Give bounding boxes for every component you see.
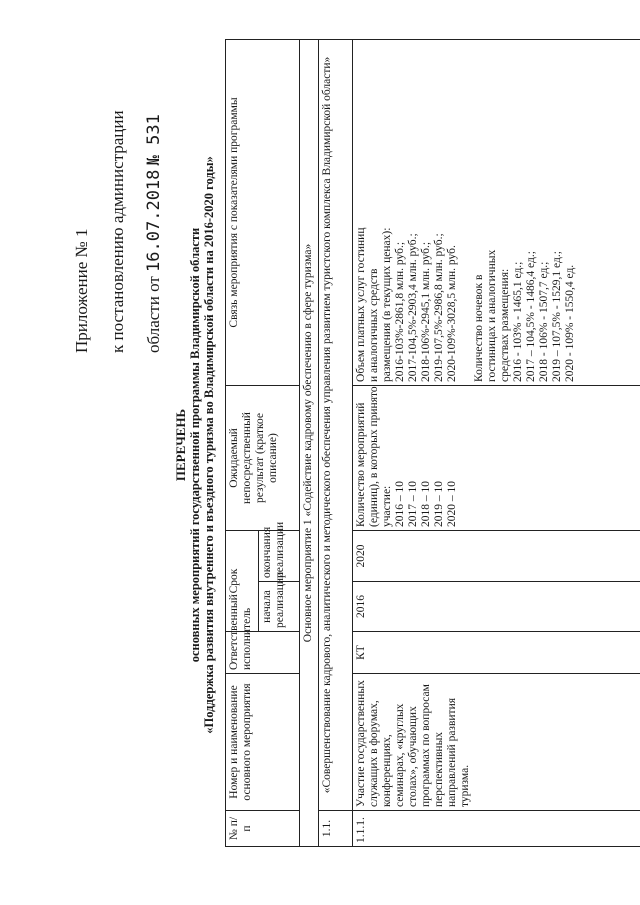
link-line: 2019 – 107,5% - 1529,1 ед.;: [551, 251, 563, 382]
result-line: Количество мероприятий: [355, 402, 367, 527]
header-end: окончания реализации: [259, 530, 300, 581]
result-line: 2016 – 10: [394, 480, 406, 527]
row-number: 1.1.1.: [353, 811, 640, 847]
row-link: [353, 39, 640, 385]
link-line: средствах размещения:: [499, 268, 511, 382]
row-responsible: КТ: [353, 632, 640, 674]
task-text: «Совершенствование кадрового, аналитического и методического обеспечения управления развитием туристского комплекса Владимирской области»: [319, 39, 353, 810]
main-activity-row: Основное мероприятие 1 «Содействие кадровому обеспечению в сфере туризма»: [300, 39, 319, 846]
link-line: размещения (в текущих ценах):: [381, 227, 393, 382]
link-line: 2017-104,5%-2903,4 млн. руб.;: [407, 233, 419, 382]
result-line: 2019 – 10: [433, 480, 445, 527]
result-line: (единиц), в которых принято: [368, 386, 380, 527]
annex-line3: [136, 23, 172, 353]
annex-line3-prefix: области от: [144, 276, 163, 353]
heading-title: ПЕРЕЧЕНЬ: [173, 408, 188, 482]
annex-line2: к постановлению администрации: [108, 110, 127, 353]
heading-line2: основных мероприятий государственной программы Владимирской области: [188, 227, 202, 663]
document-heading: [174, 45, 216, 845]
task-number: 1.1.: [319, 811, 353, 847]
row-start: 2016: [353, 582, 640, 632]
header-term: Срок: [226, 530, 259, 631]
annex-header: [64, 23, 172, 353]
link-line: 2020 - 109% - 1550,4 ед.: [564, 264, 576, 382]
link-line: 2018-106%-2945,1 млн. руб.;: [420, 241, 432, 382]
heading-line3: «Поддержка развития внутреннего и въездного туризма во Владимирской области на 2016-2020 годы»: [202, 156, 216, 734]
header-name: Номер и наименование основного мероприятия: [226, 674, 300, 811]
header-start: начала реализации: [259, 582, 300, 632]
header-responsible: Ответственный исполнитель: [226, 632, 300, 674]
annex-date: 16.07.2018: [144, 169, 164, 272]
link-line: гостиницах и аналогичных: [486, 249, 498, 382]
row-result: [353, 385, 640, 530]
result-line: 2017 – 10: [407, 480, 419, 527]
header-result: Ожидаемый непосредственный результат (краткое описание): [226, 385, 300, 530]
link-line: 2017 – 104,5% - 1486,4 ед.;: [525, 251, 537, 382]
header-num: № п/п: [226, 811, 300, 847]
link-line: 2018 - 106% - 1507,7 ед.;: [538, 261, 550, 382]
annex-number: № 531: [144, 114, 164, 166]
header-link: Связь мероприятия с показателями программы: [226, 39, 300, 385]
result-line: 2018 – 10: [420, 480, 432, 527]
link-line: Количество ночевок в: [473, 274, 485, 382]
row-end: 2020: [353, 530, 640, 581]
spacer: [459, 43, 473, 382]
result-line: 2020 – 10: [446, 480, 458, 527]
row-name: Участие государственных служащих в форумах, конференциях, семинарах, «круглых столах», обучающих программах по вопросам перспективных направлений развития туризма.: [353, 674, 640, 811]
link-line: и аналогичных средств: [368, 268, 380, 382]
result-line: участие:: [381, 485, 393, 527]
link-line: 2020-109%-3028,5 млн. руб.: [446, 245, 458, 382]
link-line: 2016-103%-2861,8 млн. руб.;: [394, 241, 406, 382]
link-line: 2016 - 103% - 1465,1 ед.;: [512, 261, 524, 382]
link-line: Объем платных услуг гостиниц: [355, 227, 367, 382]
annex-title: Приложение № 1: [72, 228, 91, 353]
activities-table: [225, 39, 640, 847]
link-line: 2019-107,5%-2986,8 млн. руб.;: [433, 233, 445, 382]
